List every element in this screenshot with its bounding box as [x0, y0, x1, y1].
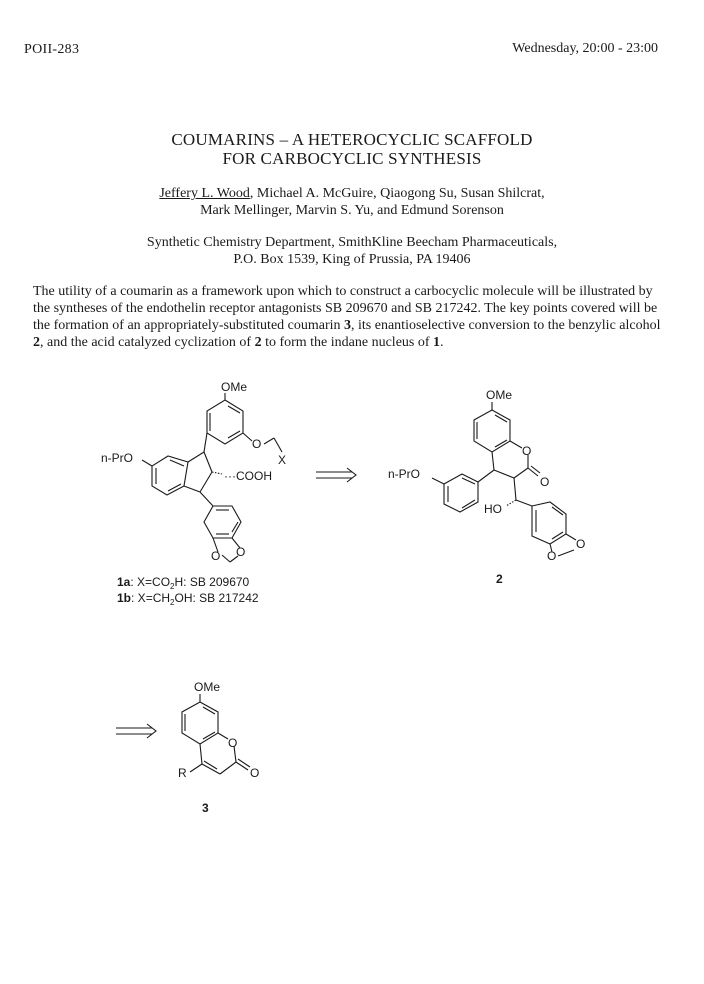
c1-cooh-label: ···COOH [224, 469, 272, 483]
c1-dioxole-o2: O [236, 545, 246, 559]
c1-ether-o-label: O [252, 437, 262, 451]
compound-1-structure [101, 380, 286, 607]
compound-2-structure [388, 388, 585, 586]
c1-npro-label: n-PrO [101, 451, 134, 465]
coauthors-1: , Michael A. McGuire, Qiaogong Su, Susan Shilcrat, [249, 186, 545, 201]
c2-ome-label: OMe [486, 388, 513, 402]
c3-carbonyl-o-label: O [250, 766, 260, 780]
c3-benzo-ring [182, 702, 218, 744]
c1-anisyl-ring [207, 400, 243, 444]
c1-indane-ring [152, 456, 188, 495]
compound-3-structure [178, 680, 259, 815]
c2-npro-label: n-PrO [388, 467, 421, 481]
compound-ref-2b: 2 [254, 335, 262, 350]
c2-carbonyl-o-label: O [540, 475, 550, 489]
c1-label-1a: 1a: $X=CO_2H$: SB 209670 [117, 575, 250, 591]
presenting-author: Jeffery L. Wood [159, 186, 250, 201]
c3-r-label: R [178, 766, 187, 780]
c2-propoxyphenyl-ring [444, 474, 478, 512]
c2-benzodioxole-ring [532, 502, 566, 544]
retro-arrow-2 [116, 724, 156, 738]
c2-ho-label: HO [484, 502, 502, 516]
abstract: The utility of a coumarin as a framework upon which to construct a carbocyclic molecule will be illustrated by the syntheses of the endothelin receptor antagonists SB 209670 and SB 217242. The key points covered will be the formation of an appropriately-substituted coumarin 3, its enantioselective conversion to the benzylic alcohol 2, and the acid catalyzed cyclization of 2 to form the indane nucleus of 1. [33, 284, 661, 350]
c2-anisyl-ring [474, 410, 510, 452]
compound-ref-3: 3 [344, 318, 352, 333]
c2-dioxole-o2: O [547, 549, 557, 563]
compound-ref-2: 2 [33, 335, 40, 350]
c2-dioxole-o1: O [576, 537, 586, 551]
retro-arrow-1 [316, 468, 356, 482]
session-time: Wednesday, 20:00 - 23:00 [512, 41, 658, 56]
poster-code: POII-283 [24, 42, 80, 57]
c3-ring-o-label: O [228, 736, 238, 750]
affiliation-line-1: Synthetic Chemistry Department, SmithKline Beecham Pharmaceuticals, [146, 235, 558, 250]
authors-line-2: Mark Mellinger, Marvin S. Yu, and Edmund Sorenson [200, 203, 504, 218]
c3-number: 3 [202, 801, 209, 815]
c3-ome-label: OMe [194, 680, 221, 694]
c1-label-1b: 1b: $X=CH_2OH$: SB 217242 [117, 591, 259, 607]
compound-ref-1: 1 [433, 335, 441, 350]
c2-ring-o-label: O [522, 444, 532, 458]
title-line-1: COUMARINS – A HETEROCYCLIC SCAFFOLD [171, 130, 533, 149]
title-line-2: FOR CARBOCYCLIC SYNTHESIS [222, 149, 482, 168]
c1-x-label: X [278, 453, 287, 467]
c1-benzodioxole-ring [204, 506, 241, 538]
affiliation-line-2: P.O. Box 1539, King of Prussia, PA 19406 [233, 252, 471, 267]
c1-ome-label: OMe [221, 380, 248, 394]
c1-dioxole-o1: O [211, 549, 221, 563]
c2-number: 2 [496, 572, 503, 586]
